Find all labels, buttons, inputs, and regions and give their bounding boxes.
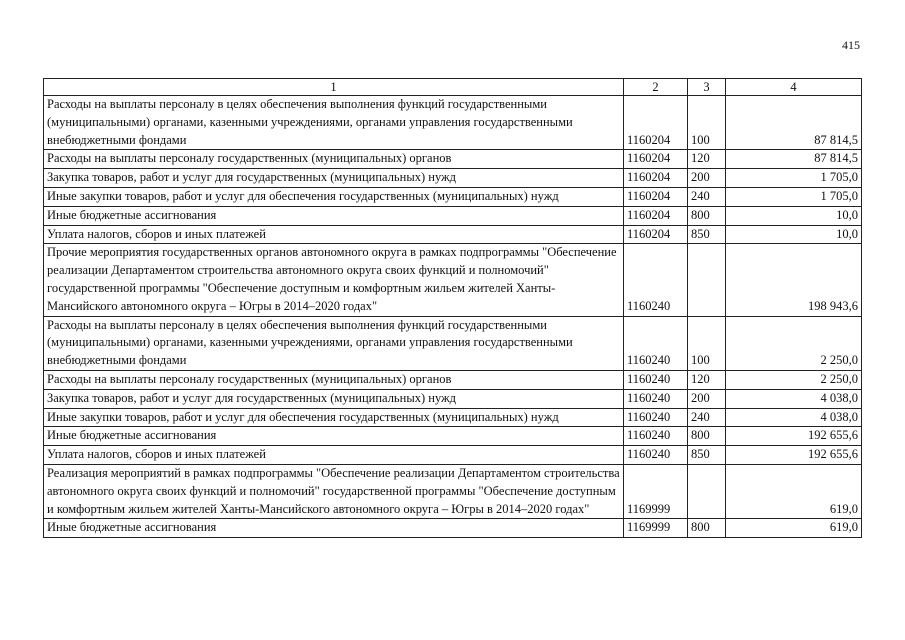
row-type (688, 464, 726, 518)
table-row (44, 316, 862, 370)
table-row (44, 244, 862, 316)
row-code: 1160240 (624, 316, 688, 370)
column-header-name: 1 (44, 79, 624, 96)
row-type: 800 (688, 206, 726, 225)
table-row (44, 519, 862, 538)
table-header-row (44, 79, 862, 96)
row-type: 120 (688, 150, 726, 169)
row-type: 850 (688, 225, 726, 244)
table-row (44, 225, 862, 244)
row-code: 1160240 (624, 427, 688, 446)
row-type: 850 (688, 446, 726, 465)
row-sum: 10,0 (726, 225, 862, 244)
row-name: Реализация мероприятий в рамках подпрограммы "Обеспечение реализации Департаментом строительства автономного округа своих функций и полномочий" государственной программы "Обеспечение доступным и комфортным жильем жителей Ханты-Мансийского автономного округа – Югры в 2014–2020 годах" (44, 464, 624, 518)
table-row (44, 96, 862, 150)
row-type: 200 (688, 389, 726, 408)
row-code: 1160204 (624, 169, 688, 188)
table-row (44, 206, 862, 225)
table-row (44, 464, 862, 518)
table-row (44, 389, 862, 408)
row-name: Закупка товаров, работ и услуг для государственных (муниципальных) нужд (44, 169, 624, 188)
row-sum: 4 038,0 (726, 389, 862, 408)
table-row (44, 446, 862, 465)
row-type: 800 (688, 519, 726, 538)
row-code: 1160204 (624, 150, 688, 169)
row-type: 100 (688, 96, 726, 150)
row-sum: 192 655,6 (726, 446, 862, 465)
row-code: 1160204 (624, 187, 688, 206)
row-sum: 192 655,6 (726, 427, 862, 446)
row-code: 1160204 (624, 225, 688, 244)
row-type: 100 (688, 316, 726, 370)
row-sum: 1 705,0 (726, 169, 862, 188)
row-name: Уплата налогов, сборов и иных платежей (44, 446, 624, 465)
table-row (44, 427, 862, 446)
row-name: Иные бюджетные ассигнования (44, 427, 624, 446)
column-header-type: 3 (688, 79, 726, 96)
budget-table (43, 78, 862, 538)
row-type: 800 (688, 427, 726, 446)
row-type (688, 244, 726, 316)
row-sum: 1 705,0 (726, 187, 862, 206)
row-code: 1160240 (624, 244, 688, 316)
column-header-sum: 4 (726, 79, 862, 96)
row-sum: 619,0 (726, 519, 862, 538)
row-sum: 87 814,5 (726, 150, 862, 169)
row-name: Расходы на выплаты персоналу государственных (муниципальных) органов (44, 370, 624, 389)
table-row (44, 408, 862, 427)
row-code: 1160204 (624, 206, 688, 225)
column-header-code: 2 (624, 79, 688, 96)
row-name: Расходы на выплаты персоналу в целях обеспечения выполнения функций государственными (муниципальными) органами, казенными учреждениями, органами управления государственными внебюджетными фондами (44, 316, 624, 370)
row-sum: 198 943,6 (726, 244, 862, 316)
row-type: 240 (688, 187, 726, 206)
row-code: 1169999 (624, 519, 688, 538)
row-type: 240 (688, 408, 726, 427)
row-name: Уплата налогов, сборов и иных платежей (44, 225, 624, 244)
table-row (44, 169, 862, 188)
row-code: 1160204 (624, 96, 688, 150)
row-name: Прочие мероприятия государственных органов автономного округа в рамках подпрограммы "Обеспечение реализации Департаментом строительства автономного округа своих функций и полномочий" государственной программы "Обеспечение доступным и комфортным жильем жителей Ханты-Мансийского автономного округа – Югры в 2014–2020 годах" (44, 244, 624, 316)
row-type: 120 (688, 370, 726, 389)
table-body (44, 96, 862, 538)
row-sum: 10,0 (726, 206, 862, 225)
row-name: Иные закупки товаров, работ и услуг для обеспечения государственных (муниципальных) нужд (44, 408, 624, 427)
page-number: 415 (842, 38, 860, 52)
row-name: Иные бюджетные ассигнования (44, 519, 624, 538)
table-row (44, 150, 862, 169)
row-name: Расходы на выплаты персоналу в целях обеспечения выполнения функций государственными (муниципальными) органами, казенными учреждениями, органами управления государственными внебюджетными фондами (44, 96, 624, 150)
row-sum: 87 814,5 (726, 96, 862, 150)
row-type: 200 (688, 169, 726, 188)
row-code: 1160240 (624, 389, 688, 408)
row-sum: 2 250,0 (726, 370, 862, 389)
table-row (44, 187, 862, 206)
row-sum: 619,0 (726, 464, 862, 518)
row-name: Закупка товаров, работ и услуг для государственных (муниципальных) нужд (44, 389, 624, 408)
row-code: 1160240 (624, 370, 688, 389)
row-sum: 4 038,0 (726, 408, 862, 427)
table-row (44, 370, 862, 389)
row-sum: 2 250,0 (726, 316, 862, 370)
row-name: Расходы на выплаты персоналу государственных (муниципальных) органов (44, 150, 624, 169)
row-code: 1169999 (624, 464, 688, 518)
row-code: 1160240 (624, 408, 688, 427)
row-name: Иные закупки товаров, работ и услуг для обеспечения государственных (муниципальных) нужд (44, 187, 624, 206)
row-code: 1160240 (624, 446, 688, 465)
row-name: Иные бюджетные ассигнования (44, 206, 624, 225)
